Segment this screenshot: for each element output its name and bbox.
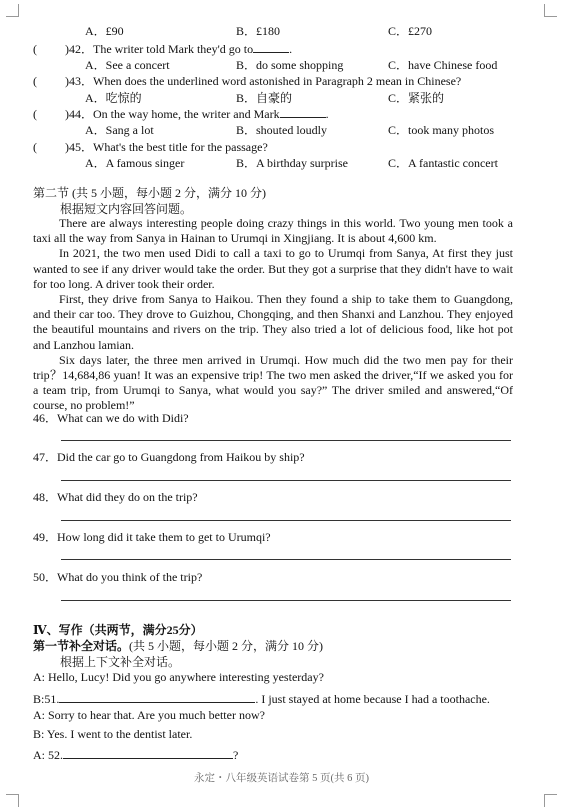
subsection-scoring: (共 5 小题，每小题 2 分，满分 10 分)	[129, 639, 324, 653]
writing-subsection	[33, 637, 323, 654]
question-punct: .	[289, 42, 293, 56]
option-c: C．have Chinese food	[388, 58, 498, 72]
option-b: B．shouted loudly	[236, 123, 328, 137]
answer-line-46[interactable]	[61, 440, 511, 441]
option-c: C．紧张的	[388, 91, 445, 105]
dialogue-text: B:51.	[33, 692, 60, 706]
dialogue-line-4	[33, 727, 192, 742]
answer-bracket[interactable]: (	[33, 42, 37, 56]
dialogue-line-2	[33, 690, 490, 707]
option-b: B．£180	[236, 24, 281, 38]
dialogue-text: A: Hello, Lucy! Did you go anywhere interesting yesterday?	[33, 670, 324, 684]
question-text: )42．The writer told Mark they'd go to	[65, 42, 254, 56]
answer-blank[interactable]	[253, 40, 289, 53]
answer-line-49[interactable]	[61, 559, 511, 560]
option-a: A．A famous singer	[85, 156, 185, 170]
subsection-title: 第一节补全对话。	[33, 639, 130, 653]
question-43	[33, 72, 461, 89]
answer-line-47[interactable]	[61, 480, 511, 481]
paragraph-1: There are always interesting people doing crazy things in this world. Two young men took a taxi all the way from Sanya in Hainan to Urumqi in Xingjiang. It is about 4,600 km.	[33, 216, 513, 246]
answer-bracket[interactable]: (	[33, 140, 37, 154]
crop-mark-bottom-left	[6, 794, 19, 807]
question-punct: .	[325, 107, 329, 121]
paragraph-4: Six days later, the three men arrived in Urumqi. How much did the two men pay for their trip？14,684,86 yuan! It was an expensive trip! The two men asked the driver,“If we asked you for a team trip, from Urumqi to Sanya, what would you say?” The driver smiled and answered,“Of course, no problem!”	[33, 352, 513, 413]
page-footer: 永定・八年级英语试卷第 5 页(共 6 页)	[194, 773, 369, 784]
option-c: C．£270	[388, 24, 433, 38]
dialogue-line-5	[33, 746, 238, 763]
dialogue-text: B: Yes. I went to the dentist later.	[33, 727, 193, 741]
question-46: 46．What can we do with Didi?	[33, 411, 189, 425]
answer-blank[interactable]	[280, 105, 326, 118]
question-44	[33, 105, 329, 122]
crop-mark-top-left	[6, 4, 19, 17]
reading-passage	[33, 216, 513, 414]
question-47: 47．Did the car go to Guangdong from Haikou by ship?	[33, 450, 305, 464]
answer-line-50[interactable]	[61, 600, 511, 601]
question-text: )43．When does the underlined word astonished in Paragraph 2 mean in Chinese?	[65, 74, 462, 88]
question-48: 48．What did they do on the trip?	[33, 490, 198, 504]
question-49: 49．How long did it take them to get to Urumqi?	[33, 530, 271, 544]
paragraph-2: In 2021, the two men used Didi to call a taxi to go to Urumqi from Sanya, At first they just wanted to see if any driver would take the order. But they got a surprise that they didn't have to wait for too long. A driver took their order.	[33, 246, 513, 291]
answer-blank-51[interactable]	[59, 690, 255, 703]
option-a: A．Sang a lot	[85, 123, 154, 137]
option-a: A．See a concert	[85, 58, 170, 72]
question-50: 50．What do you think of the trip?	[33, 570, 203, 584]
option-b: B．自豪的	[236, 91, 293, 105]
option-b: B．A birthday surprise	[236, 156, 348, 170]
option-c: C．took many photos	[388, 123, 495, 137]
dialogue-text: A: Sorry to hear that. Are you much better now?	[33, 708, 265, 722]
section-2-instruction: 根据短文内容回答问题。	[60, 202, 193, 216]
option-b: B．do some shopping	[236, 58, 344, 72]
dialogue-text: . I just stayed at home because I had a toothache.	[255, 692, 490, 706]
option-a: A．£90	[85, 24, 124, 38]
dialogue-line-1	[33, 670, 324, 685]
dialogue-text: A: 52.	[33, 748, 63, 762]
answer-bracket[interactable]: (	[33, 74, 37, 88]
writing-title: Ⅳ、写作（共两节，满分25分）	[33, 623, 203, 637]
paragraph-3: First, they drive from Sanya to Haikou. Then they found a ship to take them to Guangdong, and their car too. They drove to Guizhou, Chongqing, and then Shanxi and Lanzhou. They enjoyed the beautiful mountains and rivers on the trip. They also tried a lot of delicious food, like hot pot and Lanzhou lamian.	[33, 292, 513, 352]
writing-instruction: 根据上下文补全对话。	[60, 655, 181, 669]
crop-mark-bottom-right	[544, 794, 557, 807]
option-a: A．吃惊的	[85, 91, 142, 105]
answer-blank-52[interactable]	[63, 746, 233, 759]
option-c: C．A fantastic concert	[388, 156, 498, 170]
section-2-title: 第二节 (共 5 小题，每小题 2 分，满分 10 分)	[33, 186, 266, 200]
answer-bracket[interactable]: (	[33, 107, 37, 121]
question-text: )45．What's the best title for the passage?	[65, 140, 268, 154]
dialogue-line-3	[33, 708, 265, 723]
dialogue-text: ?	[233, 748, 239, 762]
crop-mark-top-right	[544, 4, 557, 17]
answer-line-48[interactable]	[61, 520, 511, 521]
question-text: )44．On the way home, the writer and Mark	[65, 107, 280, 121]
question-45	[33, 138, 268, 155]
question-42	[33, 40, 292, 57]
